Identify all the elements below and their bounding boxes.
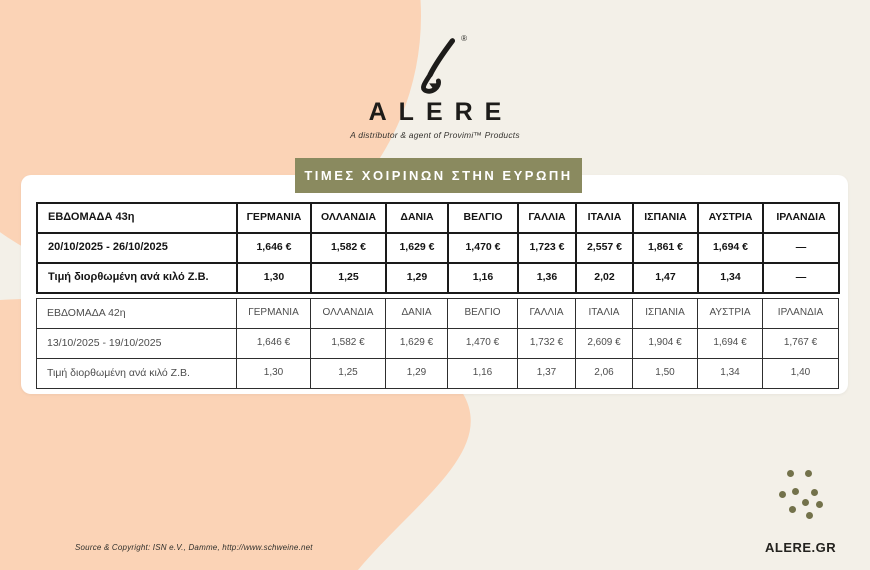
week-label: ΕΒΔΟΜΑΔΑ 43η xyxy=(37,203,237,233)
price-cell: 1,34 xyxy=(698,359,763,389)
country-header: ΔΑΝΙΑ xyxy=(386,203,448,233)
price-cell: 1,37 xyxy=(518,359,576,389)
website-label: ALERE.GR xyxy=(765,540,837,555)
price-cell: 1,646 € xyxy=(237,329,311,359)
country-header: ΟΛΛΑΝΔΙΑ xyxy=(311,203,386,233)
price-cell: 1,29 xyxy=(386,359,448,389)
price-cell: 2,609 € xyxy=(576,329,633,359)
week-label: ΕΒΔΟΜΑΔΑ 42η xyxy=(37,299,237,329)
price-cell: 1,16 xyxy=(448,263,518,293)
price-cell: — xyxy=(763,263,839,293)
country-header: ΒΕΛΓΙΟ xyxy=(448,299,518,329)
price-cell: 1,767 € xyxy=(763,329,839,359)
adjusted-price-row xyxy=(37,263,839,293)
country-header: ΙΣΠΑΝΙΑ xyxy=(633,299,698,329)
price-cell: 1,582 € xyxy=(311,233,386,263)
price-cell: 1,30 xyxy=(237,359,311,389)
country-header: ΙΤΑΛΙΑ xyxy=(576,203,633,233)
brand-name: ALERE xyxy=(368,98,514,126)
price-cell: 1,47 xyxy=(633,263,698,293)
page-title-banner: ΤΙΜΕΣ ΧΟΙΡΙΝΩΝ ΣΤΗΝ ΕΥΡΩΠΗ xyxy=(295,158,582,193)
price-cell: 1,470 € xyxy=(448,329,518,359)
price-cell: 1,629 € xyxy=(386,233,448,263)
price-cell: 1,629 € xyxy=(386,329,448,359)
price-cell: 1,723 € xyxy=(518,233,576,263)
source-credit: Source & Copyright: ISN e.V., Damme, http://www.schweine.net xyxy=(75,543,313,552)
country-header: ΙΣΠΑΝΙΑ xyxy=(633,203,698,233)
alere-logo-icon xyxy=(410,36,460,94)
table-header-row xyxy=(37,299,839,329)
registered-trademark-icon: ® xyxy=(461,34,467,43)
prices-card xyxy=(21,175,848,394)
adjusted-price-row xyxy=(37,359,839,389)
price-cell: 1,694 € xyxy=(698,329,763,359)
country-header: ΑΥΣΤΡΙΑ xyxy=(698,203,763,233)
logo-mark-wrap xyxy=(405,36,465,94)
price-cell: 1,40 xyxy=(763,359,839,389)
country-header: ΙΡΛΑΝΔΙΑ xyxy=(763,203,839,233)
price-cell: 1,16 xyxy=(448,359,518,389)
adjusted-price-label: Τιμή διορθωμένη ανά κιλό Ζ.Β. xyxy=(37,359,237,389)
price-cell: 1,582 € xyxy=(311,329,386,359)
country-header: ΓΑΛΛΙΑ xyxy=(518,299,576,329)
logo-block xyxy=(285,36,585,140)
price-row xyxy=(37,329,839,359)
price-cell: 1,694 € xyxy=(698,233,763,263)
price-row xyxy=(37,233,839,263)
price-cell: 1,50 xyxy=(633,359,698,389)
country-header: ΓΕΡΜΑΝΙΑ xyxy=(237,299,311,329)
country-header: ΙΡΛΑΝΔΙΑ xyxy=(763,299,839,329)
adjusted-price-label: Τιμή διορθωμένη ανά κιλό Ζ.Β. xyxy=(37,263,237,293)
country-header: ΔΑΝΙΑ xyxy=(386,299,448,329)
week-42-table xyxy=(36,298,839,389)
price-cell: — xyxy=(763,233,839,263)
price-cell: 1,646 € xyxy=(237,233,311,263)
country-header: ΙΤΑΛΙΑ xyxy=(576,299,633,329)
price-cell: 2,02 xyxy=(576,263,633,293)
price-cell: 1,25 xyxy=(311,263,386,293)
price-cell: 1,30 xyxy=(237,263,311,293)
table-header-row xyxy=(37,203,839,233)
week-43-table xyxy=(36,202,840,294)
price-cell: 1,34 xyxy=(698,263,763,293)
price-cell: 1,861 € xyxy=(633,233,698,263)
price-cell: 2,557 € xyxy=(576,233,633,263)
price-cell: 1,470 € xyxy=(448,233,518,263)
brand-tagline: A distributor & agent of Provimi™ Products xyxy=(350,130,520,140)
date-range-label: 20/10/2025 - 26/10/2025 xyxy=(37,233,237,263)
country-header: ΓΕΡΜΑΝΙΑ xyxy=(237,203,311,233)
country-header: ΑΥΣΤΡΙΑ xyxy=(698,299,763,329)
country-header: ΓΑΛΛΙΑ xyxy=(518,203,576,233)
price-cell: 1,36 xyxy=(518,263,576,293)
price-cell: 1,904 € xyxy=(633,329,698,359)
country-header: ΒΕΛΓΙΟ xyxy=(448,203,518,233)
country-header: ΟΛΛΑΝΔΙΑ xyxy=(311,299,386,329)
price-cell: 1,29 xyxy=(386,263,448,293)
date-range-label: 13/10/2025 - 19/10/2025 xyxy=(37,329,237,359)
price-cell: 1,25 xyxy=(311,359,386,389)
price-cell: 1,732 € xyxy=(518,329,576,359)
price-cell: 2,06 xyxy=(576,359,633,389)
